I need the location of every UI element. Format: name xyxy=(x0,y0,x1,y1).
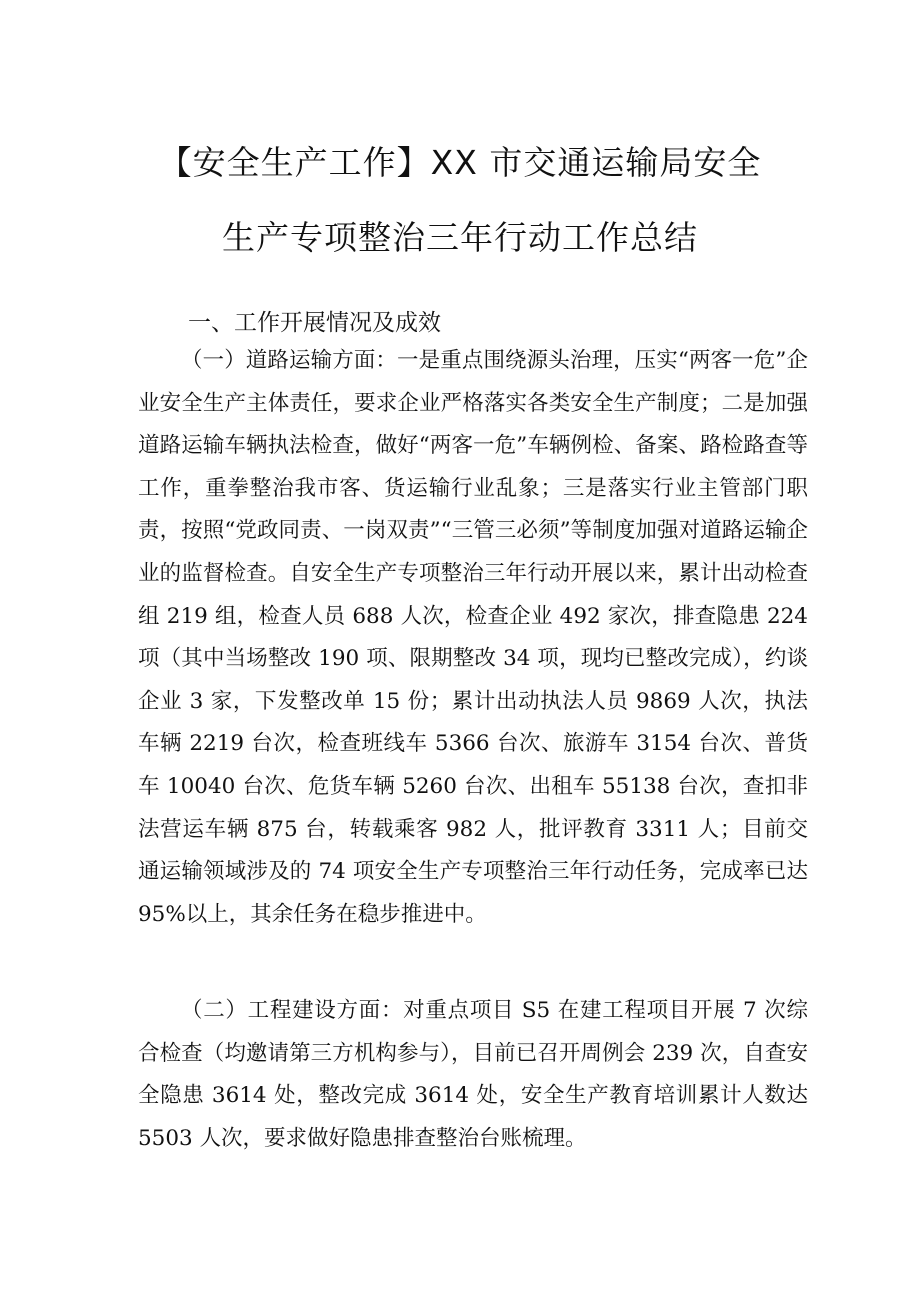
paragraph-engineering-construction: （二）工程建设方面：对重点项目 S5 在建工程项目开展 7 次综合检查（均邀请第三方机构参与），目前已召开周例会 239 次，自查安全隐患 3614 处，整改完成 3614 处，安全生产教育培训累计人数达 5503 人次，要求做好隐患排查整治台账梳理。 xyxy=(138,998,808,1151)
section-heading: 一、工作开展情况及成效 xyxy=(188,310,441,336)
document-title-line-2: 生产专项整治三年行动工作总结 xyxy=(222,218,698,257)
paragraph-road-transport: （一）道路运输方面：一是重点围绕源头治理，压实“两客一危”企业安全生产主体责任，要求企业严格落实各类安全生产制度；二是加强道路运输车辆执法检查，做好“两客一危”车辆例检、备案、路检路查等工作，重拳整治我市客、货运输行业乱象；三是落实行业主管部门职责，按照“党政同责、一岗双责”“三管三必须”等制度加强对道路运输企业的监督检查。自安全生产专项整治三年行动开展以来，累计出动检查组 219 组，检查人员 688 人次，检查企业 492 家次，排查隐患 224 项（其中当场整改 190 项、限期整改 34 项，现均已整改完成），约谈企业 3 家，下发整改单 15 份；累计出动执法人员 9869 人次，执法车辆 2219 台次，检查班线车 5366 台次、旅游车 3154 台次、普货车 10040 台次、危货车辆 5260 台次、出租车 55138 台次，查扣非法营运车辆 875 台，转载乘客 982 人，批评教育 3311 人；目前交通运输领域涉及的 74 项安全生产专项整治三年行动任务，完成率已达 95%以上，其余任务在稳步推进中。 xyxy=(138,348,808,927)
document-title-line-1: 【安全生产工作】XX 市交通运输局安全 xyxy=(158,143,762,182)
